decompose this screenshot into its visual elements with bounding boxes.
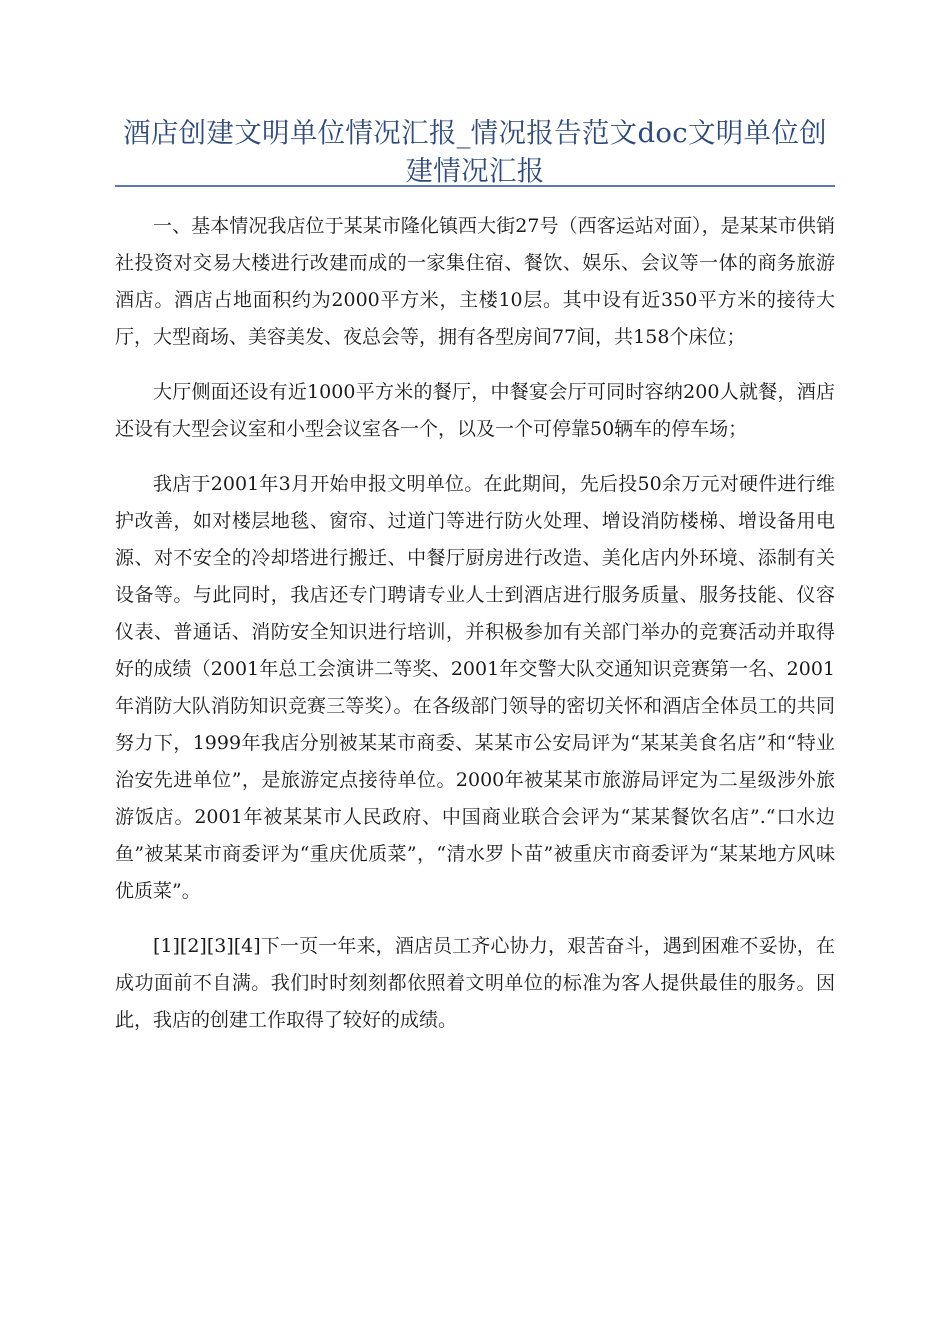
title-underline-divider <box>115 185 835 187</box>
paragraph-basic-info: 一、基本情况我店位于某某市隆化镇西大街27号（西客运站对面），是某某市供销社投资对交易大楼进行改建而成的一家集住宿、餐饮、娱乐、会议等一体的商务旅游酒店。酒店占地面积约为2000平方米，主楼10层。其中设有近350平方米的接待大厅，大型商场、美容美发、夜总会等，拥有各型房间77间，共158个床位； <box>115 215 835 348</box>
paragraph-civilized-unit: 我店于2001年3月开始申报文明单位。在此期间，先后投50余万元对硬件进行维护改善，如对楼层地毯、窗帘、过道门等进行防火处理、增设消防楼梯、增设备用电源、对不安全的冷却塔进行搬迁、中餐厅厨房进行改造、美化店内外环境、添制有关设备等。与此同时，我店还专门聘请专业人士到酒店进行服务质量、服务技能、仪容仪表、普通话、消防安全知识进行培训，并积极参加有关部门举办的竞赛活动并取得好的成绩（2001年总工会演讲二等奖、2001年交警大队交通知识竞赛第一名、2001年消防大队消防知识竞赛三等奖）。在各级部门领导的密切关怀和酒店全体员工的共同努力下，1999年我店分别被某某市商委、某某市公安局评为“某某美食名店”和“特业治安先进单位”，是旅游定点接待单位。2000年被某某市旅游局评定为二星级涉外旅游饭店。2001年被某某市人民政府、中国商业联合会评为“某某餐饮名店”.“口水边鱼”被某某市商委评为“重庆优质菜”，“清水罗卜苗”被重庆市商委评为“某某地方风味优质菜”。 <box>115 473 835 902</box>
paragraph-restaurant: 大厅侧面还设有近1000平方米的餐厅，中餐宴会厅可同时容纳200人就餐，酒店还设有大型会议室和小型会议室各一个，以及一个可停靠50辆车的停车场； <box>115 381 835 440</box>
title-block <box>115 114 835 190</box>
document-body <box>115 208 835 1057</box>
paragraph-summary: [1][2][3][4]下一页一年来，酒店员工齐心协力，艰苦奋斗，遇到困难不妥协，在成功面前不自满。我们时时刻刻都依照着文明单位的标准为客人提供最佳的服务。因此，我店的创建工作取得了较好的成绩。 <box>115 935 835 1031</box>
document-title: 酒店创建文明单位情况汇报_情况报告范文doc文明单位创建情况汇报 <box>123 117 827 187</box>
